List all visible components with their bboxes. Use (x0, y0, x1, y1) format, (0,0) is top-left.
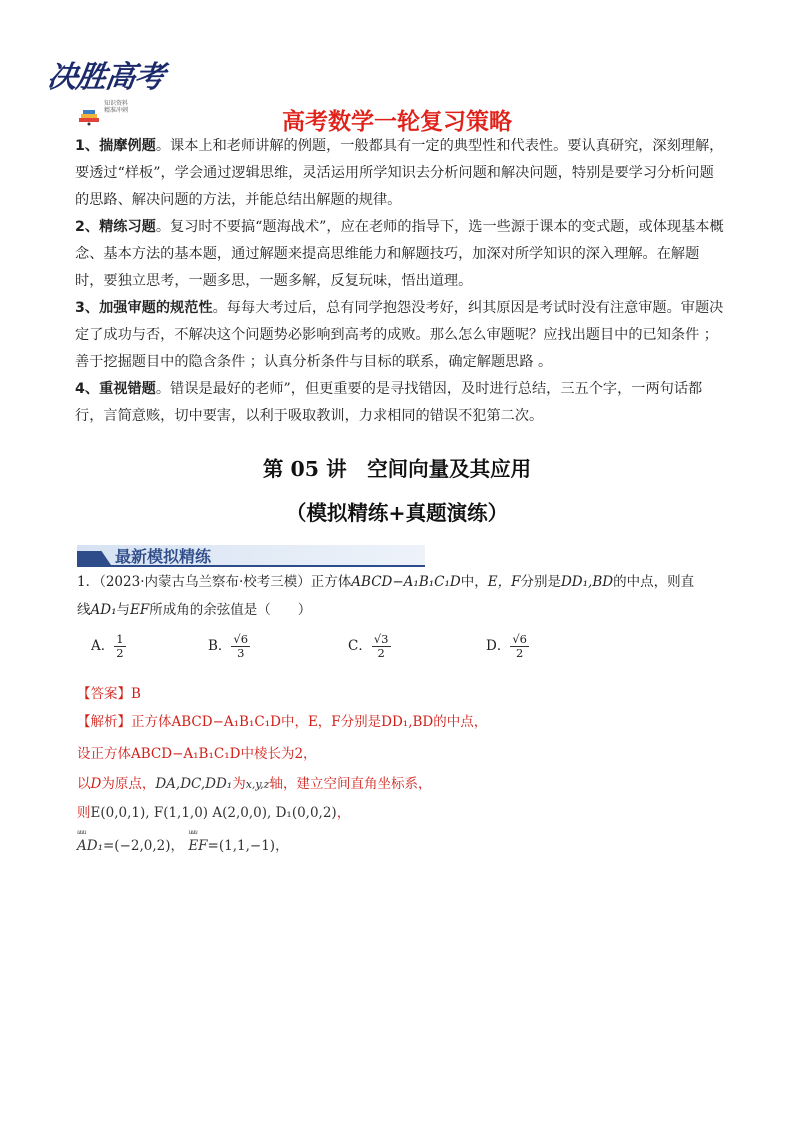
solution-line-5: uuu AD₁=(−2,0,2)， uuu EF=(1,1,−1)， (77, 834, 289, 854)
page-title: 高考数学一轮复习策略 (282, 109, 512, 135)
strategy-item-3: 3、加强审题的规范性。每每大考过后，总有同学抱怨没考好，纠其原因是考试时没有注意审题。审题决定了成功与否，不解决这个问题势必影响到高考的成败。那么怎么审题呢？应找出题目中的已知条件 ；善于挖掘题目中的隐含条件 ；认真分析条件与目标的联系，确定解题思路 。 (75, 300, 724, 370)
section-header (77, 545, 425, 567)
strategy-item-1: 1、揣摩例题。课本上和老师讲解的例题，一般都具有一定的典型性和代表性。要认真研究，深刻理解，要透过“样板”，学会通过逻辑思维，灵活运用所学知识去分析问题和解决问题，特别是要学习分析问题的思路、解决问题的方法，并能总结出解题的规律。 (75, 138, 724, 208)
option-d[interactable]: D． $\frac{√6}{2}$ (486, 632, 527, 660)
question-line-2: 线AD₁与EF所成角的余弦值是（ ） (77, 602, 312, 618)
solution-line-3: 以D为原点，DA,DC,DD₁为x,y,z轴，建立空间直角坐标系， (77, 776, 432, 792)
question-line-1: 1．（2023·内蒙古乌兰察布·校考三模）正方体ABCD−A₁B₁C₁D中，E，F分别是DD₁,BD的中点，则直 (77, 574, 695, 590)
lecture-title: 第 05 讲 空间向量及其应用 (262, 457, 532, 481)
solution-line-2: 设正方体ABCD−A₁B₁C₁D中棱长为2， (77, 746, 317, 762)
option-a[interactable]: A． $\frac{1}{2}$ (91, 632, 124, 660)
lecture-subtitle: （模拟精练+真题演练） (285, 501, 509, 525)
section-label: 最新模拟精练 (115, 547, 212, 566)
logo-text: 决胜高考 (45, 60, 166, 95)
option-b[interactable]: B． $\frac{√6}{3}$ (208, 632, 249, 660)
option-c[interactable]: C． $\frac{√3}{2}$ (348, 632, 389, 660)
solution-line-4: 则E(0,0,1), F(1,1,0) A(2,0,0), D₁(0,0,2)， (77, 805, 351, 821)
strategy-item-2: 2、精练习题。复习时不要搞“题海战术”，应在老师的指导下，选一些源于课本的变式题，或体现基本概念、基本方法的基本题，通过解题来提高思维能力和解题技巧，加深对所学知识的深入理解。在解题时，要独立思考，一题多思，一题多解，反复玩味，悟出道理。 (75, 219, 724, 289)
answer: 【答案】B (77, 686, 141, 702)
solution-line-1: 【解析】正方体ABCD−A₁B₁C₁D中，E，F分别是DD₁,BD的中点， (77, 714, 488, 730)
logo-subtext: 知识资料 精准冲刺 (104, 100, 129, 114)
strategy-item-4: 4、重视错题。错误是最好的老师”，但更重要的是寻找错因，及时进行总结，三五个字，一两句话都行，言简意赅，切中要害，以利于吸取教训，力求相同的错误不犯第二次。 (75, 381, 703, 424)
